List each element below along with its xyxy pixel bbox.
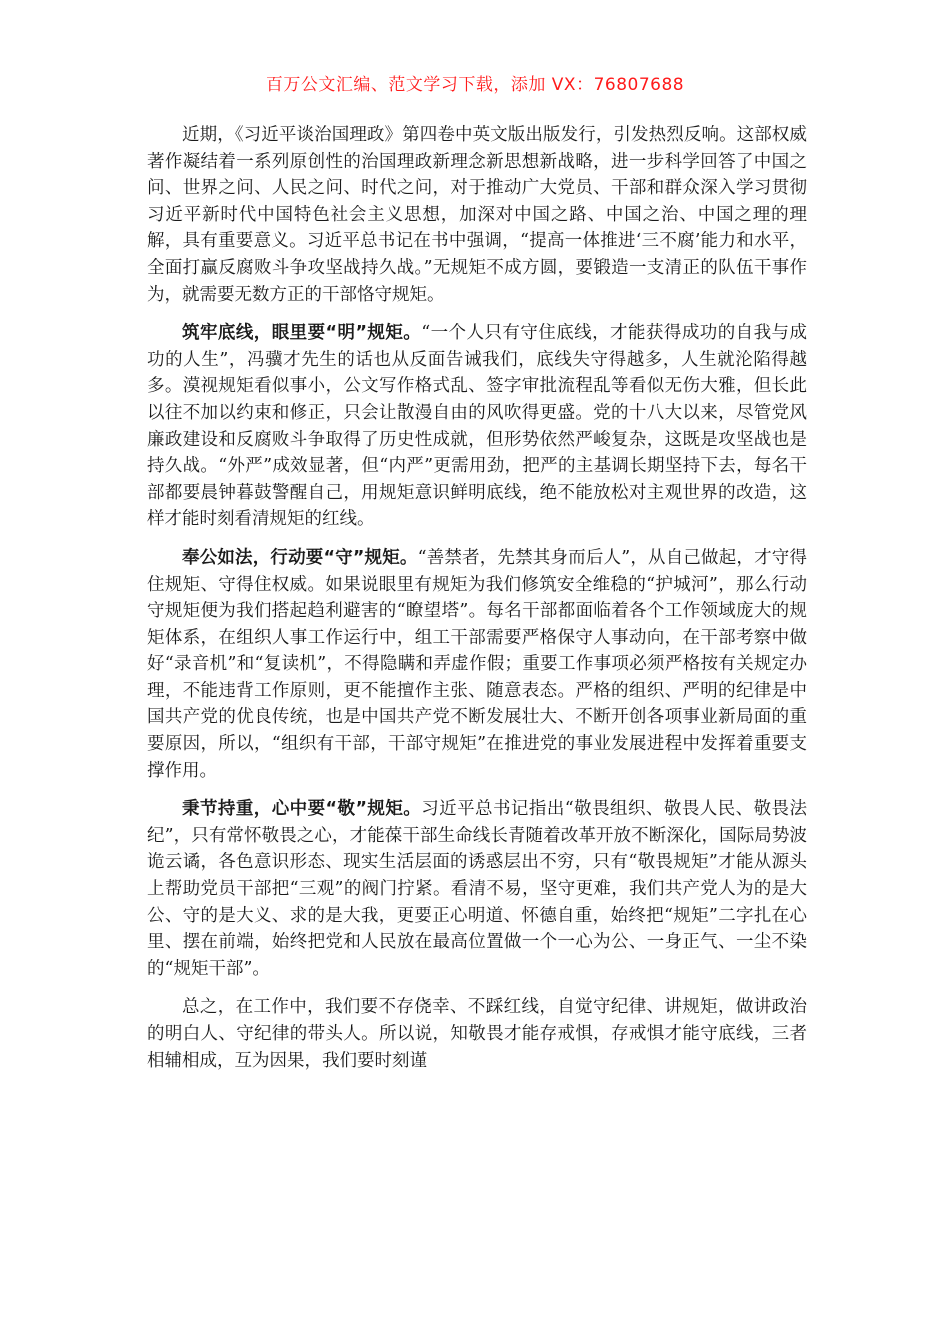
section-heading: 秉节持重，心中要“敬”规矩。 — [182, 799, 422, 820]
paragraph-text: 总之，在工作中，我们要不存侥幸、不踩红线，自觉守纪律、讲规矩，做讲政治的明白人、守纪律的带头人。所以说，知敬畏才能存戒惧，存戒惧才能守底线，三者相辅相成，互为因果，我们要时刻谨 — [147, 997, 807, 1071]
paragraph-text: 近期，《习近平谈治国理政》第四卷中英文版出版发行，引发热烈反响。这部权威著作凝结着一系列原创性的治国理政新理念新思想新战略，进一步科学回答了中国之问、世界之问、人民之问、时代之问，对于推动广大党员、干部和群众深入学习贯彻习近平新时代中国特色社会主义思想，加深对中国之路、中国之治、中国之理的理解，具有重要意义。习近平总书记在书中强调，“提高一体推进‘三不腐’能力和水平，全面打赢反腐败斗争攻坚战持久战。”无规矩不成方圆，要锻造一支清正的队伍干事作为，就需要无数方正的干部恪守规矩。 — [147, 125, 807, 305]
section-heading: 奉公如法，行动要“守”规矩。 — [182, 547, 418, 568]
article-body — [147, 122, 807, 1086]
paragraph-section-2 — [147, 545, 807, 784]
paragraph-text: “善禁者，先禁其身而后人”，从自己做起，才守得住规矩、守得住权威。如果说眼里有规矩为我们修筑安全维稳的“护城河”，那么行动守规矩便为我们搭起趋利避害的“瞭望塔”。每名干部都面临着各个工作领域庞大的规矩体系，在组织人事工作运行中，组工干部需要严格保守人事动向，在干部考察中做好“录音机”和“复读机”，不得隐瞒和弄虚作假；重要工作事项必须严格按有关规定办理，不能违背工作原则，更不能擅作主张、随意表态。严格的组织、严明的纪律是中国共产党的优良传统，也是中国共产党不断发展壮大、不断开创各项事业新局面的重要原因，所以，“组织有干部，干部守规矩”在推进党的事业发展进程中发挥着重要支撑作用。 — [147, 547, 807, 781]
watermark-header: 百万公文汇编、范文学习下载，添加 VX：76807688 — [265, 75, 685, 95]
paragraph-section-1 — [147, 320, 807, 533]
paragraph-text: 习近平总书记指出“敬畏组织、敬畏人民、敬畏法纪”，只有常怀敬畏之心，才能葆干部生命线长青随着改革开放不断深化，国际局势波诡云谲，各色意识形态、现实生活层面的诱惑层出不穷，只有“敬畏规矩”才能从源头上帮助党员干部把“三观”的阀门拧紧。看清不易，坚守更难，我们共产党人为的是大公、守的是大义、求的是大我，更要正心明道、怀德自重，始终把“规矩”二字扎在心里、摆在前端，始终把党和人民放在最高位置做一个一心为公、一身正气、一尘不染的“规矩干部”。 — [147, 799, 807, 979]
paragraph-intro — [147, 122, 807, 308]
paragraph-section-3 — [147, 796, 807, 982]
paragraph-conclusion — [147, 994, 807, 1074]
paragraph-text: “一个人只有守住底线，才能获得成功的自我与成功的人生”，冯骥才先生的话也从反面告诫我们，底线失守得越多，人生就沦陷得越多。漠视规矩看似事小，公文写作格式乱、签字审批流程乱等看似无伤大雅，但长此以往不加以约束和修正，只会让散漫自由的风吹得更盛。党的十八大以来，尽管党风廉政建设和反腐败斗争取得了历史性成就，但形势依然严峻复杂，这既是攻坚战也是持久战。“外严”成效显著，但“内严”更需用劲，把严的主基调长期坚持下去，每名干部都要晨钟暮鼓警醒自己，用规矩意识鲜明底线，绝不能放松对主观世界的改造，这样才能时刻看清规矩的红线。 — [147, 323, 807, 530]
section-heading: 筑牢底线，眼里要“明”规矩。 — [182, 323, 422, 344]
